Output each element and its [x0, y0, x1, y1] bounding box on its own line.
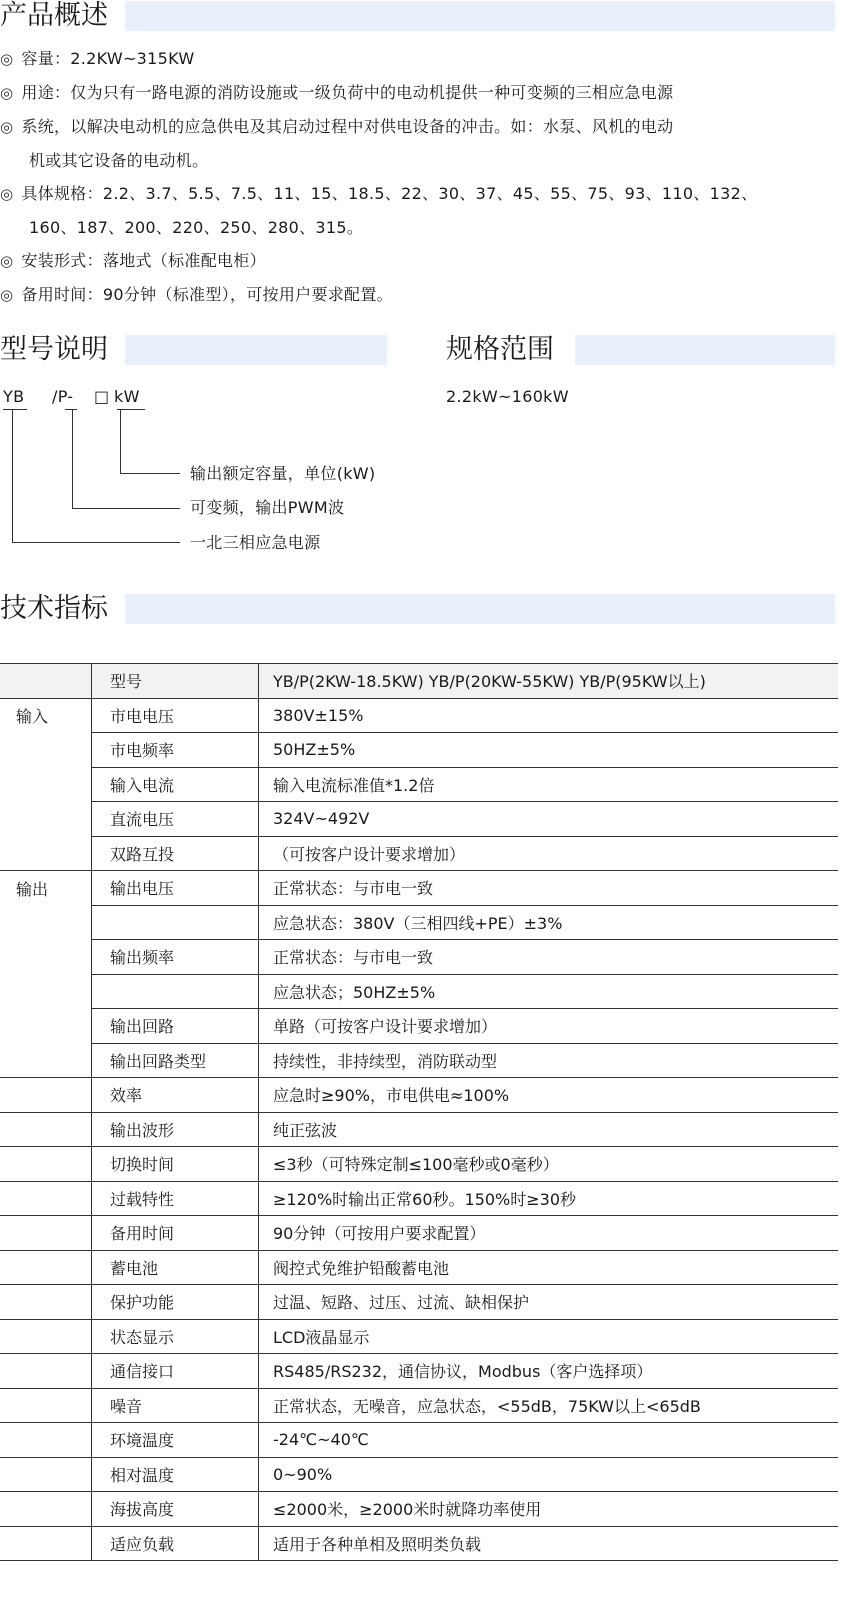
connector-pwm — [72, 409, 73, 509]
overview-line: ◎ 用途：仅为只有一路电源的消防设施或一级负荷中的电动机提供一种可变频的三相应急电源 — [0, 83, 674, 102]
table-row: 输出波形 纯正弦波 — [0, 1112, 838, 1147]
spec-table — [0, 663, 838, 1561]
connector-power — [12, 409, 13, 543]
bullet-icon: ◎ — [0, 185, 14, 203]
overview-line: 160、187、200、220、250、280、315。 — [29, 218, 364, 237]
group-input: 输入 — [0, 698, 92, 733]
header-label: 型号 — [92, 664, 259, 699]
table-row: 应急状态；50HZ±5% — [0, 974, 838, 1009]
table-row: 输出回路 单路（可按客户设计要求增加） — [0, 1009, 838, 1044]
bullet-icon: ◎ — [0, 252, 14, 270]
table-row: 噪音 正常状态，无噪音，应急状态，<55dB，75KW以上<65dB — [0, 1388, 838, 1423]
table-row: 输入电流 输入电流标准值*1.2倍 — [0, 767, 838, 802]
overview-line: ◎ 具体规格：2.2、3.7、5.5、7.5、11、15、18.5、22、30、37、45、55、75、93、110、132、 — [0, 184, 758, 203]
code-underline-kw — [117, 409, 145, 410]
table-row: 输出 输出电压 正常状态：与市电一致 — [0, 871, 838, 906]
model-title-bar — [125, 335, 387, 365]
desc-capacity: 输出额定容量，单位(kW) — [190, 464, 376, 483]
overview-line: ◎ 容量：2.2KW~315KW — [0, 49, 195, 68]
table-row: 保护功能 过温、短路、过压、过流、缺相保护 — [0, 1285, 838, 1320]
range-value: 2.2kW~160kW — [446, 387, 569, 406]
model-code-box: □ — [94, 387, 110, 406]
tech-title-bar — [125, 594, 835, 624]
table-row: 效率 应急时≥90%，市电供电≈100% — [0, 1078, 838, 1113]
table-row: 海拔高度 ≤2000米，≥2000米时就降功率使用 — [0, 1492, 838, 1527]
header-value: YB/P(2KW-18.5KW) YB/P(20KW-55KW) YB/P(95KW以上) — [259, 664, 839, 699]
code-underline-p — [65, 409, 77, 410]
table-row: 环境温度 -24℃~40℃ — [0, 1423, 838, 1458]
desc-pwm: 可变频，输出PWM波 — [190, 498, 345, 517]
desc-power: 一北三相应急电源 — [190, 533, 321, 552]
connector-power-h — [12, 542, 180, 543]
bullet-icon: ◎ — [0, 118, 14, 136]
table-row: 备用时间 90分钟（可按用户要求配置） — [0, 1216, 838, 1251]
bullet-icon: ◎ — [0, 50, 14, 68]
overview-line: 机或其它设备的电动机。 — [29, 151, 209, 170]
table-row: 应急状态：380V（三相四线+PE）±3% — [0, 905, 838, 940]
table-row: 切换时间 ≤3秒（可特殊定制≤100毫秒或0毫秒） — [0, 1147, 838, 1182]
model-title: 型号说明 — [0, 334, 108, 365]
range-title: 规格范围 — [446, 334, 554, 365]
overview-line: ◎ 安装形式：落地式（标准配电柜） — [0, 251, 266, 270]
group-output: 输出 — [0, 871, 92, 906]
table-row: 适应负载 适用于各种单相及照明类负载 — [0, 1526, 838, 1561]
table-row: 状态显示 LCD液晶显示 — [0, 1319, 838, 1354]
table-header-row — [0, 664, 838, 699]
overview-line: ◎ 备用时间：90分钟（标准型），可按用户要求配置。 — [0, 285, 393, 304]
tech-title: 技术指标 — [0, 593, 108, 624]
table-row: 蓄电池 阀控式免维护铅酸蓄电池 — [0, 1250, 838, 1285]
table-row: 双路互投 （可按客户设计要求增加） — [0, 836, 838, 871]
table-row: 过载特性 ≥120%时输出正常60秒。150%时≥30秒 — [0, 1181, 838, 1216]
table-row: 相对温度 0~90% — [0, 1457, 838, 1492]
connector-pwm-h — [72, 508, 180, 509]
model-code-p: /P- — [52, 387, 74, 406]
table-row: 输入 市电电压 380V±15% — [0, 698, 838, 733]
table-row: 通信接口 RS485/RS232，通信协议，Modbus（客户选择项） — [0, 1354, 838, 1389]
bullet-icon: ◎ — [0, 286, 14, 304]
range-title-bar — [575, 335, 835, 365]
model-code-kw: kW — [114, 387, 140, 406]
code-underline-yb — [3, 409, 27, 410]
table-row: 输出频率 正常状态：与市电一致 — [0, 940, 838, 975]
table-row: 直流电压 324V~492V — [0, 802, 838, 837]
overview-title: 产品概述 — [0, 0, 108, 31]
table-row: 输出回路类型 持续性，非持续型，消防联动型 — [0, 1043, 838, 1078]
overview-line: ◎ 系统，以解决电动机的应急供电及其启动过程中对供电设备的冲击。如：水泵、风机的电动 — [0, 117, 674, 136]
model-code-yb: YB — [3, 387, 25, 406]
connector-capacity-h — [120, 473, 180, 474]
table-row: 市电频率 50HZ±5% — [0, 733, 838, 768]
bullet-icon: ◎ — [0, 84, 14, 102]
overview-title-bar — [125, 1, 835, 31]
connector-capacity — [120, 409, 121, 474]
